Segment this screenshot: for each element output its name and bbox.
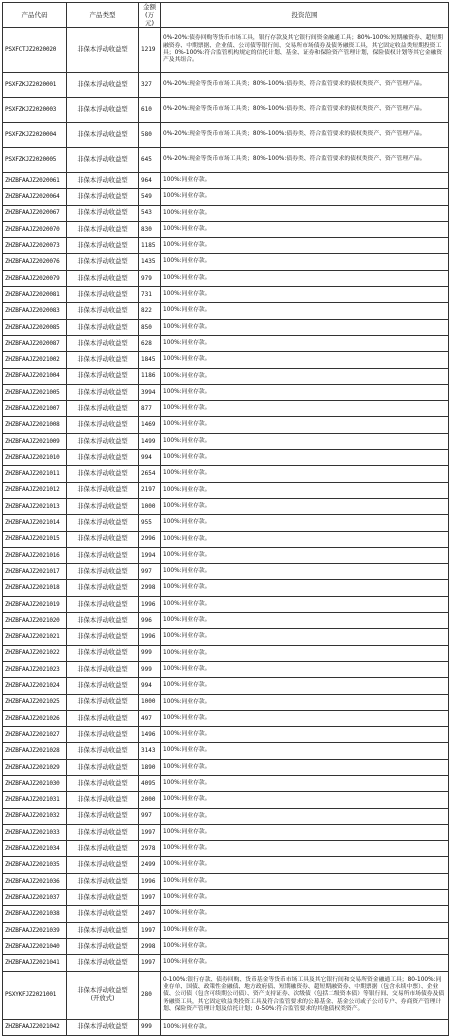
amount-cell: 1996 [139,629,161,645]
product-type-cell: 非保本浮动收益型 [67,123,139,148]
investment-scope-cell: 100%:同业存款。 [161,645,449,661]
amount-cell: 1997 [139,922,161,938]
table-row [3,1019,449,1035]
product-code-cell: ZHZBFAAJZ2021018 [3,580,67,596]
investment-scope-cell: 100%:同业存款。 [161,319,449,335]
investment-scope-cell: 100%:同业存款。 [161,857,449,873]
product-type-cell: 非保本浮动收益型 [67,890,139,906]
amount-cell: 731 [139,287,161,303]
product-code-cell: ZHZBFAAJZ2021009 [3,433,67,449]
product-code-cell: ZHZBFAAJZ2021002 [3,352,67,368]
product-code-cell: ZHZBFAAJZ2021029 [3,759,67,775]
product-type-cell: 非保本浮动收益型 [67,352,139,368]
amount-cell: 2996 [139,531,161,547]
product-code-cell: ZHZBFAAJZ2021004 [3,368,67,384]
table-row [3,922,449,938]
product-code-cell: ZHZBFAAJZ2021034 [3,841,67,857]
table-row [3,792,449,808]
product-code-cell: ZHZBFAAJZ2021019 [3,596,67,612]
product-code-cell: ZHZBFAAJZ2020070 [3,221,67,237]
table-row [3,466,449,482]
table-row [3,645,449,661]
amount-cell: 2497 [139,906,161,922]
table-row [3,857,449,873]
amount-cell: 549 [139,189,161,205]
product-type-cell: 非保本浮动收益型 [67,73,139,98]
table-row [3,123,449,148]
amount-cell: 628 [139,335,161,351]
table-row [3,287,449,303]
product-code-cell: PSXFCTJZ2020020 [3,28,67,73]
investment-scope-cell: 100%:同业存款。 [161,531,449,547]
product-type-cell: 非保本浮动收益型 [67,433,139,449]
amount-cell: 1997 [139,824,161,840]
product-type-cell: 非保本浮动收益型 [67,303,139,319]
table-row [3,28,449,73]
product-code-cell: ZHZBFAAJZ2021017 [3,564,67,580]
product-code-cell: PSXFZKJZ2020001 [3,73,67,98]
table-row [3,873,449,889]
product-type-cell: 非保本浮动收益型 [67,857,139,873]
amount-cell: 4095 [139,775,161,791]
investment-scope-cell: 100%:同业存款。 [161,824,449,840]
product-code-cell: ZHZBFAAJZ2021014 [3,515,67,531]
product-code-cell: ZHZBFAAJZ2021035 [3,857,67,873]
table-row [3,433,449,449]
table-row [3,73,449,98]
amount-cell: 994 [139,450,161,466]
product-type-cell: 非保本浮动收益型 (开放式) [67,971,139,1019]
table-row [3,743,449,759]
investment-scope-cell: 100%:同业存款。 [161,189,449,205]
product-type-cell: 非保本浮动收益型 [67,547,139,563]
product-type-cell: 非保本浮动收益型 [67,727,139,743]
product-code-cell: PSXYKFJZ2021001 [3,971,67,1019]
amount-cell: 999 [139,1019,161,1035]
table-row [3,417,449,433]
product-type-cell: 非保本浮动收益型 [67,922,139,938]
product-code-cell: ZHZBFAAJZ2020064 [3,189,67,205]
product-code-cell: ZHZBFAAJZ2021023 [3,661,67,677]
amount-cell: 955 [139,515,161,531]
table-row [3,955,449,971]
product-type-cell: 非保本浮动收益型 [67,417,139,433]
investment-scope-cell: 100%:同业存款。 [161,254,449,270]
product-code-cell: ZHZBFAAJZ2021011 [3,466,67,482]
table-row [3,450,449,466]
product-type-cell: 非保本浮动收益型 [67,148,139,173]
product-code-cell: ZHZBFAAJZ2021038 [3,906,67,922]
investment-scope-cell: 100%:同业存款。 [161,596,449,612]
product-type-cell: 非保本浮动收益型 [67,368,139,384]
product-code-cell: ZHZBFAAJZ2021020 [3,613,67,629]
investment-scope-cell: 100%:同业存款。 [161,710,449,726]
table-row [3,303,449,319]
product-code-cell: ZHZBFAAJZ2021026 [3,710,67,726]
table-row [3,564,449,580]
table-row [3,890,449,906]
product-code-cell: ZHZBFAAJZ2021033 [3,824,67,840]
product-type-cell: 非保本浮动收益型 [67,824,139,840]
table-row [3,678,449,694]
product-type-cell: 非保本浮动收益型 [67,98,139,123]
amount-cell: 1185 [139,238,161,254]
product-type-cell: 非保本浮动收益型 [67,384,139,400]
product-type-cell: 非保本浮动收益型 [67,498,139,514]
amount-cell: 1499 [139,433,161,449]
product-code-cell: ZHZBFAAJZ2021024 [3,678,67,694]
amount-cell: 497 [139,710,161,726]
amount-cell: 994 [139,678,161,694]
product-type-cell: 非保本浮动收益型 [67,221,139,237]
product-type-cell: 非保本浮动收益型 [67,645,139,661]
table-row [3,515,449,531]
product-code-cell: ZHZBFAAJZ2020073 [3,238,67,254]
investment-scope-cell: 100%:同业存款。 [161,890,449,906]
table-row [3,319,449,335]
amount-cell: 1469 [139,417,161,433]
investment-scope-cell: 100%:同业存款。 [161,694,449,710]
product-code-cell: ZHZBFAAJZ2021012 [3,482,67,498]
product-code-cell: ZHZBFAAJZ2021031 [3,792,67,808]
product-type-cell: 非保本浮动收益型 [67,515,139,531]
product-type-cell: 非保本浮动收益型 [67,287,139,303]
product-code-cell: ZHZBFAAJZ2021022 [3,645,67,661]
amount-cell: 1996 [139,596,161,612]
product-code-cell: ZHZBFAAJZ2021010 [3,450,67,466]
product-code-cell: ZHZBFAAJZ2020079 [3,270,67,286]
table-row [3,270,449,286]
investment-scope-cell: 100%:同业存款。 [161,417,449,433]
table-row [3,352,449,368]
table-row [3,727,449,743]
amount-cell: 1186 [139,368,161,384]
amount-cell: 2978 [139,841,161,857]
amount-cell: 2000 [139,792,161,808]
amount-cell: 997 [139,808,161,824]
investment-scope-cell: 100%:同业存款。 [161,743,449,759]
product-code-cell: ZHZBFAAJZ2020085 [3,319,67,335]
product-type-cell: 非保本浮动收益型 [67,531,139,547]
product-type-cell: 非保本浮动收益型 [67,270,139,286]
investment-scope-cell: 100%:同业存款。 [161,580,449,596]
investment-scope-cell: 100%:同业存款。 [161,873,449,889]
product-type-cell: 非保本浮动收益型 [67,319,139,335]
product-type-cell: 非保本浮动收益型 [67,238,139,254]
amount-cell: 997 [139,564,161,580]
investment-scope-cell: 100%:同业存款。 [161,613,449,629]
product-type-cell: 非保本浮动收益型 [67,596,139,612]
product-code-cell: ZHZBFAAJZ2021041 [3,955,67,971]
product-code-cell: ZHZBFAAJZ2021015 [3,531,67,547]
investment-scope-cell: 100%:同业存款。 [161,466,449,482]
amount-cell: 1996 [139,873,161,889]
investment-scope-cell: 100%:同业存款。 [161,335,449,351]
table-row [3,580,449,596]
table-row [3,938,449,954]
investment-scope-cell: 0%-20%:现金等货币市场工具类；80%-100%:债券类、符合监管要求的债权类资产、资产管理产品。 [161,123,449,148]
product-code-cell: PSXFZKJZ2020005 [3,148,67,173]
amount-cell: 1000 [139,694,161,710]
investment-scope-cell: 100%:同业存款。 [161,661,449,677]
product-type-cell: 非保本浮动收益型 [67,466,139,482]
table-row [3,254,449,270]
investment-scope-cell: 100%:同业存款。 [161,515,449,531]
header-amount-label: 金额 [143,3,156,11]
table-row [3,906,449,922]
product-code-cell: PSXFZKJZ2020003 [3,98,67,123]
product-type-cell: 非保本浮动收益型 [67,580,139,596]
product-table-document [2,2,448,1036]
investment-scope-cell: 100%:同业存款。 [161,205,449,221]
investment-scope-cell: 100%:同业存款。 [161,450,449,466]
product-type-cell: 非保本浮动收益型 [67,678,139,694]
investment-scope-cell: 100%:同业存款。 [161,173,449,189]
amount-cell: 996 [139,613,161,629]
investment-scope-cell: 100%:同业存款。 [161,629,449,645]
table-row [3,173,449,189]
product-code-cell: ZHZBFAAJZ2021007 [3,401,67,417]
table-row [3,205,449,221]
product-type-cell: 非保本浮动收益型 [67,613,139,629]
header-product-code: 产品代码 [3,3,67,28]
investment-scope-cell: 100%:同业存款。 [161,564,449,580]
product-type-cell: 非保本浮动收益型 [67,629,139,645]
investment-scope-cell: 100%:同业存款。 [161,759,449,775]
investment-scope-cell: 100%:同业存款。 [161,352,449,368]
table-row [3,498,449,514]
table-row [3,694,449,710]
amount-cell: 1890 [139,759,161,775]
table-row [3,547,449,563]
product-type-cell: 非保本浮动收益型 [67,694,139,710]
product-code-cell: ZHZBFAAJZ2021037 [3,890,67,906]
table-row [3,368,449,384]
investment-scope-cell: 100%:同业存款。 [161,547,449,563]
investment-scope-cell: 0%-20%:现金等货币市场工具类；80%-100%:债券类、符合监管要求的债权类资产、资产管理产品。 [161,73,449,98]
product-type-cell: 非保本浮动收益型 [67,906,139,922]
investment-scope-cell: 100%:同业存款。 [161,1019,449,1035]
investment-scope-cell: 100%:同业存款。 [161,922,449,938]
investment-scope-cell: 100%:同业存款。 [161,401,449,417]
amount-cell: 543 [139,205,161,221]
table-row [3,759,449,775]
amount-cell: 877 [139,401,161,417]
product-type-cell: 非保本浮动收益型 [67,873,139,889]
investment-scope-cell: 100%:同业存款。 [161,498,449,514]
table-row [3,335,449,351]
table-row [3,221,449,237]
product-type-cell: 非保本浮动收益型 [67,841,139,857]
amount-cell: 3143 [139,743,161,759]
product-type-cell: 非保本浮动收益型 [67,401,139,417]
product-code-cell: ZHZBFAAJZ2020081 [3,287,67,303]
amount-cell: 2998 [139,580,161,596]
table-row [3,808,449,824]
product-code-cell: PSXFZKJZ2020004 [3,123,67,148]
product-code-cell: ZHZBFAAJZ2021032 [3,808,67,824]
product-type-cell: 非保本浮动收益型 [67,743,139,759]
product-type-cell: 非保本浮动收益型 [67,938,139,954]
amount-cell: 979 [139,270,161,286]
amount-cell: 850 [139,319,161,335]
investment-scope-cell: 100%:同业存款。 [161,938,449,954]
investment-scope-cell: 100%:同业存款。 [161,270,449,286]
product-type-cell: 非保本浮动收益型 [67,955,139,971]
table-row [3,971,449,1019]
product-code-cell: ZHZBFAAJZ2021025 [3,694,67,710]
product-type-cell: 非保本浮动收益型 [67,661,139,677]
investment-scope-cell: 100%:同业存款。 [161,221,449,237]
table-row [3,629,449,645]
table-row [3,841,449,857]
investment-scope-cell: 100%:同业存款。 [161,841,449,857]
investment-scope-cell: 100%:同业存款。 [161,775,449,791]
table-row [3,531,449,547]
product-type-cell: 非保本浮动收益型 [67,759,139,775]
table-row [3,824,449,840]
table-row [3,596,449,612]
investment-scope-cell: 100%:同业存款。 [161,303,449,319]
amount-cell: 1997 [139,890,161,906]
product-code-cell: ZHZBFAAJZ2021005 [3,384,67,400]
product-code-cell: ZHZBFAAJZ2021039 [3,922,67,938]
product-code-cell: ZHZBFAAJZ2020067 [3,205,67,221]
amount-cell: 1219 [139,28,161,73]
investment-scope-cell: 0-100%:银行存款、债券回购、货币基金等货币市场工具及其它银行间和交易所资金融通工具；80-100%:同业存单、国债、政策性金融债、地方政府债、短期融资券、超短期融资券、中期票据（包含永续中票）、企业债、公司债（包含可续期公司债）、资产支持证券、次级债（包括二级资本债）等银行间、交易所市场债券及债务融资工具，其它固定收益类投资工具及符合监管要求的公募基金、基金公司或子公司专户、券商资产管理计划、保险资产管理计划及信托计划；0-50%:符合监管要求的其他债权类资产。 [161,971,449,1019]
product-code-cell: ZHZBFAAJZ2021008 [3,417,67,433]
product-type-cell: 非保本浮动收益型 [67,710,139,726]
table-header-row [3,3,449,28]
amount-cell: 1845 [139,352,161,368]
product-code-cell: ZHZBFAAJZ2020083 [3,303,67,319]
amount-cell: 645 [139,148,161,173]
investment-scope-cell: 100%:同业存款。 [161,482,449,498]
product-code-cell: ZHZBFAAJZ2021040 [3,938,67,954]
product-type-cell: 非保本浮动收益型 [67,205,139,221]
product-code-cell: ZHZBFAAJZ2021027 [3,727,67,743]
table-row [3,613,449,629]
table-row [3,189,449,205]
product-type-cell: 非保本浮动收益型 [67,792,139,808]
table-row [3,238,449,254]
amount-cell: 1997 [139,955,161,971]
product-type-cell: 非保本浮动收益型 [67,775,139,791]
investment-scope-cell: 100%:同业存款。 [161,955,449,971]
product-type-cell: 非保本浮动收益型 [67,808,139,824]
amount-cell: 327 [139,73,161,98]
table-row [3,710,449,726]
product-code-cell: ZHZBFAAJZ2021030 [3,775,67,791]
product-code-cell: ZHZBFAAJZ2021042 [3,1019,67,1035]
investment-scope-cell: 0%-20%:现金等货币市场工具类；80%-100%:债券类、符合监管要求的债权类资产、资产管理产品。 [161,148,449,173]
amount-cell: 580 [139,123,161,148]
product-type-cell: 非保本浮动收益型 [67,1019,139,1035]
header-amount-unit: (万元) [144,11,155,27]
amount-cell: 2499 [139,857,161,873]
product-type-cell: 非保本浮动收益型 [67,335,139,351]
product-code-cell: ZHZBFAAJZ2021021 [3,629,67,645]
investment-scope-cell: 100%:同业存款。 [161,238,449,254]
amount-cell: 964 [139,173,161,189]
amount-cell: 822 [139,303,161,319]
investment-scope-cell: 100%:同业存款。 [161,287,449,303]
product-code-cell: ZHZBFAAJZ2021016 [3,547,67,563]
investment-scope-cell: 100%:同业存款。 [161,906,449,922]
investment-scope-cell: 100%:同业存款。 [161,433,449,449]
amount-cell: 999 [139,645,161,661]
amount-cell: 1496 [139,727,161,743]
product-code-cell: ZHZBFAAJZ2020076 [3,254,67,270]
header-product-type: 产品类型 [67,3,139,28]
header-amount [139,3,161,28]
product-type-cell: 非保本浮动收益型 [67,28,139,73]
amount-cell: 3994 [139,384,161,400]
amount-cell: 830 [139,221,161,237]
amount-cell: 1994 [139,547,161,563]
investment-scope-cell: 100%:同业存款。 [161,384,449,400]
table-row [3,661,449,677]
amount-cell: 1435 [139,254,161,270]
investment-scope-cell: 0%-20%:现金等货币市场工具类；80%-100%:债券类、符合监管要求的债权类资产、资产管理产品。 [161,98,449,123]
product-code-cell: ZHZBFAAJZ2021028 [3,743,67,759]
table-row [3,148,449,173]
amount-cell: 2998 [139,938,161,954]
product-code-cell: ZHZBFAAJZ2020061 [3,173,67,189]
product-code-cell: ZHZBFAAJZ2021036 [3,873,67,889]
product-code-cell: ZHZBFAAJZ2021013 [3,498,67,514]
product-type-cell: 非保本浮动收益型 [67,254,139,270]
amount-cell: 999 [139,661,161,677]
product-type-cell: 非保本浮动收益型 [67,173,139,189]
product-table [2,2,449,1036]
investment-scope-cell: 0%-20%:债券回购等货币市场工具，银行存款及其它银行间资金融通工具；80%-100%:短期融资券、超短期融资券、中期票据、企业债、公司债等银行间、交易所市场债券及债务融资工具，其它固定收益类短期投资工具；0%-100%:符合监管机构规定的信托计划、基金、证券和保险资产管理计划，保险债权计划等其它金融资产及其组合。 [161,28,449,73]
table-row [3,98,449,123]
table-row [3,482,449,498]
product-type-cell: 非保本浮动收益型 [67,564,139,580]
amount-cell: 610 [139,98,161,123]
amount-cell: 280 [139,971,161,1019]
investment-scope-cell: 100%:同业存款。 [161,368,449,384]
amount-cell: 1000 [139,498,161,514]
amount-cell: 2197 [139,482,161,498]
table-row [3,384,449,400]
product-type-cell: 非保本浮动收益型 [67,450,139,466]
investment-scope-cell: 100%:同业存款。 [161,792,449,808]
product-type-cell: 非保本浮动收益型 [67,482,139,498]
table-row [3,775,449,791]
header-investment-scope: 投资范围 [161,3,449,28]
table-body [3,28,449,1036]
investment-scope-cell: 100%:同业存款。 [161,808,449,824]
product-code-cell: ZHZBFAAJZ2020087 [3,335,67,351]
investment-scope-cell: 100%:同业存款。 [161,678,449,694]
investment-scope-cell: 100%:同业存款。 [161,727,449,743]
product-type-cell: 非保本浮动收益型 [67,189,139,205]
amount-cell: 2654 [139,466,161,482]
table-row [3,401,449,417]
